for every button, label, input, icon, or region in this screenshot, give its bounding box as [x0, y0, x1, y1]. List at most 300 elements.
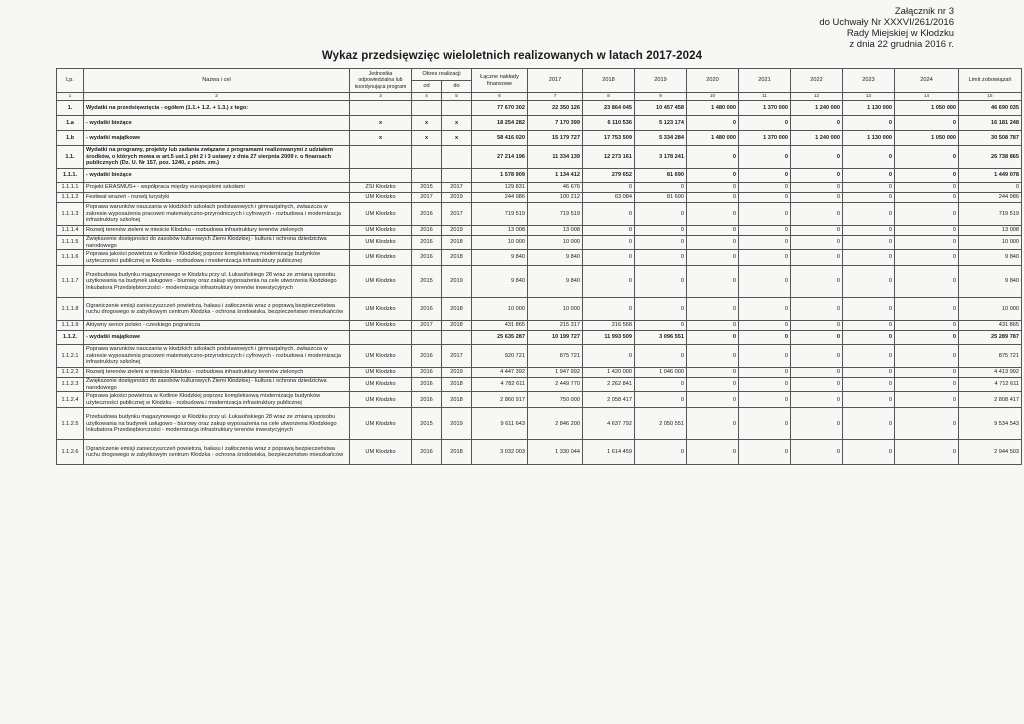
cell-lp: 1.1.2.6 [57, 440, 84, 465]
cell-v2019: 0 [635, 345, 687, 368]
cell-v2017: 7 170 399 [528, 116, 583, 131]
cell-v2020: 0 [687, 408, 739, 440]
cell-v2018: 0 [583, 183, 635, 193]
cell-unit [350, 146, 412, 169]
cell-v2022: 0 [791, 298, 843, 321]
cell-total: 58 416 020 [472, 131, 528, 146]
col-index: 7 [528, 93, 583, 101]
cell-v2022: 1 240 000 [791, 131, 843, 146]
cell-v2021: 1 370 000 [739, 131, 791, 146]
cell-limit: 30 508 787 [959, 131, 1022, 146]
cell-v2021: 0 [739, 250, 791, 266]
col-limit: Limit zobowiązań [959, 69, 1022, 93]
cell-v2017: 11 334 139 [528, 146, 583, 169]
cell-v2020: 0 [687, 266, 739, 298]
cell-v2018: 0 [583, 203, 635, 226]
cell-limit: 4 413 992 [959, 368, 1022, 378]
cell-v2023: 0 [843, 331, 895, 345]
cell-v2022: 0 [791, 440, 843, 465]
cell-name: Poprawa warunków nauczania w kłodzkich szkołach podstawowych i gimnazjalnych, zwłaszcza w zakresie wyposażenia pracowni matematyczno-przyrodniczych i cyfrowych - rozbudowa i modernizacja infrastruktury szkolnej [84, 203, 350, 226]
cell-v2018: 1 420 000 [583, 368, 635, 378]
cell-v2024: 0 [895, 236, 959, 250]
cell-lp: 1.1.1.4 [57, 226, 84, 236]
cell-v2018: 0 [583, 298, 635, 321]
cell-name: Festiwal wrażeń - rozwój turystyki [84, 193, 350, 203]
cell-total: 2 860 917 [472, 392, 528, 408]
cell-to: 2018 [442, 321, 472, 331]
table-row [57, 226, 1022, 236]
cell-lp: 1.1.1.2 [57, 193, 84, 203]
cell-total: 4 447 392 [472, 368, 528, 378]
cell-name: Rozwój terenów zieleni w mieście Kłodzku - rozbudowa infrastruktury terenów zielonych [84, 368, 350, 378]
cell-from [412, 146, 442, 169]
table-body [57, 101, 1022, 465]
col-index: 2 [84, 93, 350, 101]
cell-v2024: 0 [895, 368, 959, 378]
cell-unit: x [350, 116, 412, 131]
cell-v2022: 0 [791, 116, 843, 131]
cell-v2018: 0 [583, 250, 635, 266]
cell-name: - wydatki majątkowe [84, 331, 350, 345]
col-from: od [412, 81, 442, 93]
cell-v2018: 0 [583, 266, 635, 298]
cell-v2022: 0 [791, 392, 843, 408]
cell-v2023: 0 [843, 250, 895, 266]
cell-v2020: 0 [687, 298, 739, 321]
cell-to: 2019 [442, 368, 472, 378]
cell-unit: UM Kłodzko [350, 203, 412, 226]
cell-to: 2019 [442, 266, 472, 298]
cell-lp: 1.1.1.5 [57, 236, 84, 250]
cell-to: 2018 [442, 250, 472, 266]
cell-v2021: 0 [739, 236, 791, 250]
table-row [57, 266, 1022, 298]
cell-v2018: 216 568 [583, 321, 635, 331]
cell-v2020: 0 [687, 345, 739, 368]
cell-v2024: 0 [895, 331, 959, 345]
col-name: Nazwa i cel [84, 69, 350, 93]
cell-v2018: 0 [583, 226, 635, 236]
cell-v2020: 0 [687, 331, 739, 345]
cell-v2017: 1 330 044 [528, 440, 583, 465]
cell-v2019: 0 [635, 392, 687, 408]
cell-v2019: 5 334 284 [635, 131, 687, 146]
cell-v2023: 0 [843, 266, 895, 298]
cell-unit [350, 169, 412, 183]
cell-v2021: 1 370 000 [739, 101, 791, 116]
cell-v2019: 3 096 551 [635, 331, 687, 345]
cell-from: 2016 [412, 368, 442, 378]
cell-v2024: 0 [895, 203, 959, 226]
column-index-row [57, 93, 1022, 101]
cell-v2018: 17 753 509 [583, 131, 635, 146]
cell-to: 2019 [442, 193, 472, 203]
cell-from: 2015 [412, 408, 442, 440]
cell-v2022: 0 [791, 368, 843, 378]
table-row [57, 345, 1022, 368]
cell-from: 2016 [412, 250, 442, 266]
col-2020: 2020 [687, 69, 739, 93]
col-2023: 2023 [843, 69, 895, 93]
cell-v2020: 0 [687, 116, 739, 131]
cell-v2023: 0 [843, 183, 895, 193]
cell-v2024: 1 050 000 [895, 101, 959, 116]
cell-v2024: 0 [895, 392, 959, 408]
cell-limit: 431 865 [959, 321, 1022, 331]
table-header [57, 69, 1022, 101]
resolution-number: do Uchwały Nr XXXVI/261/2016 [819, 17, 954, 28]
cell-unit: UM Kłodzko [350, 408, 412, 440]
col-index: 8 [583, 93, 635, 101]
cell-v2021: 0 [739, 183, 791, 193]
table-row [57, 440, 1022, 465]
cell-v2017: 215 317 [528, 321, 583, 331]
cell-total: 719 519 [472, 203, 528, 226]
cell-v2018: 2 058 417 [583, 392, 635, 408]
cell-total: 4 782 611 [472, 378, 528, 392]
cell-name: Przebudowa budynku magazynowego w Kłodzku przy ul. Łukasińskiego 28 wraz ze zmianą sposobu użytkowania na budynek usługowo - biurowy oraz zakup wyposażenia na cele utworzenia Kłodzkiego Inkubatora Przedsiębiorczości - modernizacja infrastruktury terenów inwestycyjnych [84, 408, 350, 440]
cell-v2017: 2 449 770 [528, 378, 583, 392]
cell-total: 9 840 [472, 266, 528, 298]
cell-v2023: 0 [843, 203, 895, 226]
cell-v2018: 63 084 [583, 193, 635, 203]
cell-limit: 10 000 [959, 236, 1022, 250]
cell-v2022: 0 [791, 345, 843, 368]
cell-unit: UM Kłodzko [350, 226, 412, 236]
cell-name: Wydatki na przedsięwzięcia - ogółem (1.1.+ 1.2. + 1.3.) z tego: [84, 101, 350, 116]
cell-v2023: 0 [843, 193, 895, 203]
col-index: 11 [739, 93, 791, 101]
table-row [57, 236, 1022, 250]
cell-v2019: 2 050 551 [635, 408, 687, 440]
cell-v2024: 0 [895, 298, 959, 321]
cell-name: Ograniczenie emisji zanieczyszczeń powietrza, hałasu i zatłoczenia wraz z poprawą bezpieczeństwa ruchu drogowego w zabytkowym centrum Kłodzka - ochrona środowiska, bezpieczeństwo mieszkańców [84, 298, 350, 321]
cell-to: 2018 [442, 236, 472, 250]
cell-v2022: 0 [791, 250, 843, 266]
cell-v2023: 0 [843, 116, 895, 131]
cell-v2023: 0 [843, 146, 895, 169]
cell-to: 2017 [442, 183, 472, 193]
cell-lp: 1.1.1. [57, 169, 84, 183]
cell-v2022: 0 [791, 193, 843, 203]
cell-to: 2017 [442, 345, 472, 368]
table-row [57, 131, 1022, 146]
table-row [57, 101, 1022, 116]
cell-name: Rozwój terenów zieleni w mieście Kłodzku - rozbudowa infrastruktury terenów zielonych [84, 226, 350, 236]
col-index: 6 [472, 93, 528, 101]
cell-from: 2015 [412, 266, 442, 298]
cell-unit: UM Kłodzko [350, 236, 412, 250]
cell-v2022: 0 [791, 378, 843, 392]
cell-v2023: 0 [843, 345, 895, 368]
cell-total: 10 000 [472, 298, 528, 321]
cell-total: 10 000 [472, 236, 528, 250]
cell-v2017: 15 179 727 [528, 131, 583, 146]
cell-v2022: 1 240 000 [791, 101, 843, 116]
cell-lp: 1.1.2.2 [57, 368, 84, 378]
col-index: 1 [57, 93, 84, 101]
cell-lp: 1.1.2.4 [57, 392, 84, 408]
cell-to: 2018 [442, 378, 472, 392]
cell-to: 2018 [442, 440, 472, 465]
cell-limit: 9 840 [959, 266, 1022, 298]
cell-unit: UM Kłodzko [350, 378, 412, 392]
cell-unit: UM Kłodzko [350, 266, 412, 298]
cell-v2023: 0 [843, 226, 895, 236]
cell-limit: 4 712 611 [959, 378, 1022, 392]
cell-lp: 1.1.1.7 [57, 266, 84, 298]
cell-v2018: 1 614 459 [583, 440, 635, 465]
cell-v2019: 81 690 [635, 193, 687, 203]
col-index: 14 [895, 93, 959, 101]
cell-from: 2016 [412, 345, 442, 368]
cell-v2024: 0 [895, 440, 959, 465]
cell-lp: 1.b [57, 131, 84, 146]
cell-v2019: 1 046 000 [635, 368, 687, 378]
cell-limit: 9 534 543 [959, 408, 1022, 440]
cell-limit: 25 289 787 [959, 331, 1022, 345]
cell-limit: 0 [959, 183, 1022, 193]
table-row [57, 250, 1022, 266]
cell-name: Poprawa jakości powietrza w Kotlinie Kłodzkiej poprzez kompleksową modernizację budynków użyteczności publicznej w Kłodzku - rozbudowa i modernizacja infrastruktury publicznej [84, 250, 350, 266]
cell-v2021: 0 [739, 331, 791, 345]
cell-v2024: 1 050 000 [895, 131, 959, 146]
cell-v2020: 0 [687, 368, 739, 378]
cell-v2017: 1 134 412 [528, 169, 583, 183]
cell-from: 2015 [412, 183, 442, 193]
cell-from: 2016 [412, 236, 442, 250]
cell-v2020: 0 [687, 183, 739, 193]
cell-v2023: 0 [843, 321, 895, 331]
cell-v2022: 0 [791, 226, 843, 236]
cell-name: Poprawa warunków nauczania w kłodzkich szkołach podstawowych i gimnazjalnych, zwłaszcza w zakresie wyposażenia pracowni matematyczno-przyrodniczych i cyfrowych - rozbudowa i modernizacja infrastruktury szkolnej [84, 345, 350, 368]
cell-v2021: 0 [739, 169, 791, 183]
cell-v2021: 0 [739, 146, 791, 169]
cell-from: 2016 [412, 392, 442, 408]
cell-limit: 16 181 248 [959, 116, 1022, 131]
cell-from [412, 331, 442, 345]
cell-v2021: 0 [739, 298, 791, 321]
council-name: Rady Miejskiej w Kłodzku [846, 28, 954, 39]
cell-v2022: 0 [791, 321, 843, 331]
cell-v2023: 0 [843, 392, 895, 408]
cell-to: 2018 [442, 298, 472, 321]
cell-limit: 244 986 [959, 193, 1022, 203]
cell-v2022: 0 [791, 331, 843, 345]
cell-total: 9 840 [472, 250, 528, 266]
cell-v2020: 0 [687, 236, 739, 250]
cell-v2018: 2 262 841 [583, 378, 635, 392]
cell-to [442, 146, 472, 169]
cell-v2024: 0 [895, 183, 959, 193]
cell-v2023: 0 [843, 408, 895, 440]
cell-lp: 1.1.1.6 [57, 250, 84, 266]
col-index: 13 [843, 93, 895, 101]
col-lp: Lp. [57, 69, 84, 93]
col-2021: 2021 [739, 69, 791, 93]
cell-lp: 1. [57, 101, 84, 116]
cell-v2017: 22 350 126 [528, 101, 583, 116]
cell-v2024: 0 [895, 250, 959, 266]
cell-name: Ograniczenie emisji zanieczyszczeń powietrza, hałasu i zatłoczenia wraz z poprawą bezpieczeństwa ruchu drogowego w zabytkowym centrum Kłodzka - ochrona środowiska, bezpieczeństwo mieszkańców [84, 440, 350, 465]
cell-unit: ZSI Kłodzko [350, 183, 412, 193]
cell-unit: UM Kłodzko [350, 368, 412, 378]
table-row [57, 193, 1022, 203]
cell-v2020: 0 [687, 203, 739, 226]
cell-v2020: 0 [687, 392, 739, 408]
col-period: Okres realizacji [412, 69, 472, 81]
cell-v2019: 0 [635, 321, 687, 331]
cell-v2021: 0 [739, 368, 791, 378]
cell-v2018: 6 110 536 [583, 116, 635, 131]
cell-v2018: 0 [583, 345, 635, 368]
cell-total: 9 611 643 [472, 408, 528, 440]
cell-limit: 13 008 [959, 226, 1022, 236]
cell-v2023: 0 [843, 368, 895, 378]
cell-v2023: 0 [843, 169, 895, 183]
cell-from: 2017 [412, 321, 442, 331]
cell-v2017: 750 000 [528, 392, 583, 408]
cell-total: 3 032 003 [472, 440, 528, 465]
resolution-date: z dnia 22 grudnia 2016 r. [849, 39, 954, 50]
cell-to: 2019 [442, 408, 472, 440]
col-2017: 2017 [528, 69, 583, 93]
cell-v2019: 0 [635, 440, 687, 465]
cell-v2019: 0 [635, 266, 687, 298]
cell-lp: 1.1.2.5 [57, 408, 84, 440]
cell-v2024: 0 [895, 116, 959, 131]
col-index: 10 [687, 93, 739, 101]
cell-v2019: 0 [635, 203, 687, 226]
col-unit: Jednostka odpowiedzialna lub koordynująca program [350, 69, 412, 93]
cell-from [412, 169, 442, 183]
cell-v2017: 13 008 [528, 226, 583, 236]
cell-v2017: 46 676 [528, 183, 583, 193]
cell-name: Zwiększenie dostępności do zasobów kulturowych Ziemi Kłodzkiej - kultura i ochrona dziedzictwa narodowego [84, 378, 350, 392]
col-index: 9 [635, 93, 687, 101]
cell-v2018: 12 273 161 [583, 146, 635, 169]
cell-v2018: 4 637 792 [583, 408, 635, 440]
cell-v2020: 0 [687, 193, 739, 203]
cell-v2024: 0 [895, 169, 959, 183]
col-index: 4 [412, 93, 442, 101]
cell-v2017: 719 519 [528, 203, 583, 226]
cell-v2019: 5 123 174 [635, 116, 687, 131]
cell-lp: 1.1.1.9 [57, 321, 84, 331]
cell-lp: 1.1.2.1 [57, 345, 84, 368]
cell-v2021: 0 [739, 266, 791, 298]
cell-v2019: 0 [635, 236, 687, 250]
cell-v2024: 0 [895, 226, 959, 236]
cell-name: - wydatki bieżące [84, 169, 350, 183]
cell-lp: 1.1. [57, 146, 84, 169]
table-row [57, 183, 1022, 193]
cell-v2018: 279 652 [583, 169, 635, 183]
table-row [57, 331, 1022, 345]
cell-v2024: 0 [895, 266, 959, 298]
cell-v2021: 0 [739, 345, 791, 368]
cell-v2022: 0 [791, 408, 843, 440]
cell-v2020: 0 [687, 378, 739, 392]
cell-v2023: 0 [843, 378, 895, 392]
col-index: 5 [442, 93, 472, 101]
cell-v2021: 0 [739, 321, 791, 331]
cell-v2020: 0 [687, 146, 739, 169]
cell-v2024: 0 [895, 193, 959, 203]
cell-v2024: 0 [895, 345, 959, 368]
cell-total: 27 214 196 [472, 146, 528, 169]
cell-v2024: 0 [895, 321, 959, 331]
cell-total: 25 635 287 [472, 331, 528, 345]
cell-v2023: 1 130 000 [843, 131, 895, 146]
cell-limit: 2 808 417 [959, 392, 1022, 408]
cell-v2017: 2 846 200 [528, 408, 583, 440]
col-2018: 2018 [583, 69, 635, 93]
cell-name: - wydatki bieżące [84, 116, 350, 131]
cell-v2020: 0 [687, 226, 739, 236]
table-row [57, 321, 1022, 331]
cell-v2023: 1 130 000 [843, 101, 895, 116]
cell-name: Przebudowa budynku magazynowego w Kłodzku przy ul. Łukasińskiego 28 wraz ze zmianą sposobu użytkowania na budynek usługowo - biurowy oraz zakup wyposażenia na cele utworzenia Kłodzkiego Inkubatora Przedsiębiorczości - modernizacja infrastruktury terenów inwestycyjnych [84, 266, 350, 298]
cell-v2021: 0 [739, 226, 791, 236]
cell-total: 129 831 [472, 183, 528, 193]
cell-name: Wydatki na programy, projekty lub zadania związane z programami realizowanymi z udziałem środków, o których mowa w art.5 ust.1 pkt 2 i 3 ustawy z dnia 27 sierpnia 2009 r. o finansach publicznych (Dz. U. Nr 157, poz. 1240, z późn. zm.) [84, 146, 350, 169]
cell-v2017: 9 840 [528, 266, 583, 298]
cell-limit: 875 721 [959, 345, 1022, 368]
col-index: 12 [791, 93, 843, 101]
col-2022: 2022 [791, 69, 843, 93]
cell-v2017: 100 212 [528, 193, 583, 203]
cell-from: 2016 [412, 203, 442, 226]
cell-v2024: 0 [895, 408, 959, 440]
cell-v2021: 0 [739, 408, 791, 440]
cell-limit: 2 944 503 [959, 440, 1022, 465]
cell-v2023: 0 [843, 298, 895, 321]
cell-v2022: 0 [791, 236, 843, 250]
cell-v2021: 0 [739, 193, 791, 203]
cell-v2021: 0 [739, 440, 791, 465]
cell-unit: UM Kłodzko [350, 321, 412, 331]
cell-from: 2016 [412, 378, 442, 392]
cell-lp: 1.1.2. [57, 331, 84, 345]
cell-v2020: 1 480 000 [687, 131, 739, 146]
cell-v2017: 875 721 [528, 345, 583, 368]
table-row [57, 169, 1022, 183]
table-row [57, 116, 1022, 131]
cell-v2024: 0 [895, 378, 959, 392]
cell-v2023: 0 [843, 440, 895, 465]
cell-v2019: 0 [635, 298, 687, 321]
cell-unit [350, 101, 412, 116]
cell-lp: 1.1.1.8 [57, 298, 84, 321]
cell-v2023: 0 [843, 236, 895, 250]
cell-from: 2017 [412, 193, 442, 203]
cell-total: 13 008 [472, 226, 528, 236]
cell-v2017: 10 000 [528, 298, 583, 321]
cell-v2020: 0 [687, 440, 739, 465]
cell-name: Projekt ERASMUS+ - współpraca między europejskimi szkołami [84, 183, 350, 193]
cell-v2019: 0 [635, 183, 687, 193]
cell-total: 18 254 282 [472, 116, 528, 131]
cell-unit: UM Kłodzko [350, 298, 412, 321]
cell-unit [350, 331, 412, 345]
cell-limit: 46 690 035 [959, 101, 1022, 116]
cell-from: 2016 [412, 298, 442, 321]
cell-from: 2016 [412, 226, 442, 236]
cell-unit: UM Kłodzko [350, 193, 412, 203]
cell-total: 244 986 [472, 193, 528, 203]
cell-v2022: 0 [791, 266, 843, 298]
